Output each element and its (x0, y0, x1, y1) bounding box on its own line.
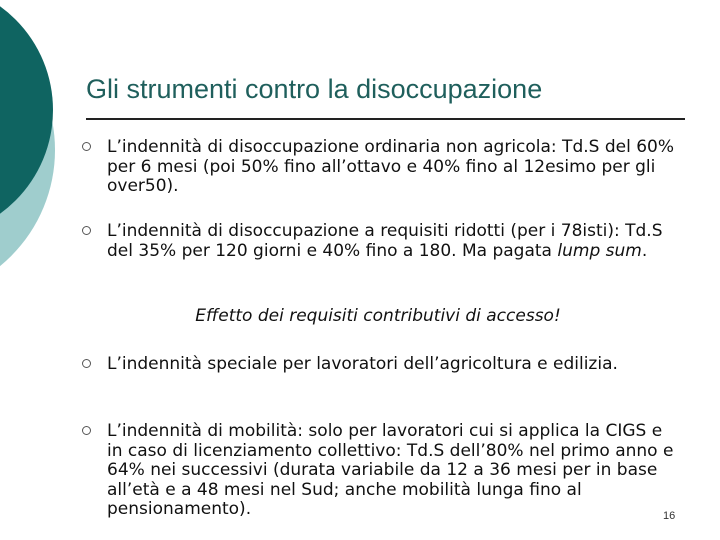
bullet-item (82, 222, 682, 261)
bullet-text: L’indennità di mobilità: solo per lavoratori cui si applica la CIGS e in caso di licenziamento collettivo: Td.S dell’80% nel primo anno e 64% nei successivi (durata variabile da 12 a 36 mesi per in base all’età e a 48 mesi nel Sud; anche mobilità lunga fino al pensionamento). (107, 421, 674, 519)
highlight-note: Effetto dei requisiti contributivi di accesso! (195, 306, 561, 326)
bullet-circle-icon (82, 359, 91, 368)
bullet-text: L’indennità speciale per lavoratori dell’agricoltura e edilizia. (107, 354, 618, 374)
emphasis-text: lump sum (557, 240, 642, 261)
bullet-text (107, 222, 682, 261)
title-divider (86, 118, 685, 120)
page-number: 16 (663, 510, 676, 522)
decorative-shapes (0, 0, 60, 300)
bullet-circle-icon (82, 426, 91, 435)
bullet-circle-icon (82, 142, 91, 151)
bullet-circle-icon (82, 226, 91, 235)
bullet-text-part: . (641, 240, 648, 261)
bullet-item (82, 422, 682, 520)
bullet-item (82, 355, 682, 375)
bullet-text: L’indennità di disoccupazione ordinaria non agricola: Td.S del 60% per 6 mesi (poi 50% fino all’ottavo e 40% fino al 12esimo per gli over50). (107, 137, 674, 196)
slide-title: Gli strumenti contro la disoccupazione (86, 74, 543, 104)
bullet-item (82, 138, 682, 197)
bullet-text-part: L’indennità di disoccupazione a requisiti ridotti (per i 78isti): Td.S del 35% per 120 giorni e 40% fino a 180. Ma pagata (107, 221, 663, 261)
